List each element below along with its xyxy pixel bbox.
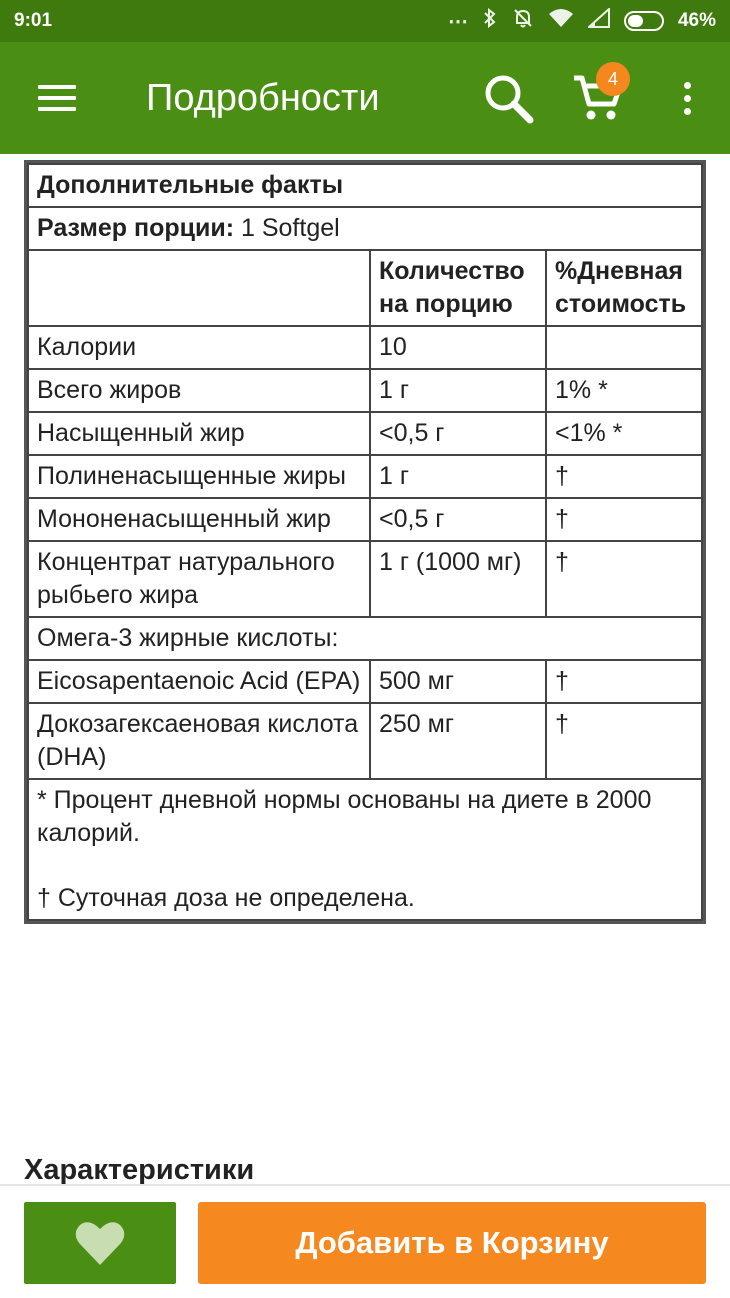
more-options-button[interactable] <box>644 42 730 154</box>
cart-button[interactable] <box>552 42 644 154</box>
cart-count-badge: 4 <box>596 62 630 96</box>
facts-header: Дополнительные факты <box>28 164 702 207</box>
bottom-action-bar <box>0 1184 730 1298</box>
facts-cell-amount: 250 мг <box>370 703 546 779</box>
serving-size-row <box>28 207 702 250</box>
facts-row <box>28 541 702 617</box>
battery-icon <box>624 11 664 31</box>
facts-cell-amount: 1 г <box>370 369 546 412</box>
facts-cell-name: Насыщенный жир <box>28 412 370 455</box>
menu-button[interactable] <box>0 42 114 154</box>
status-bar <box>0 0 730 42</box>
heart-icon <box>74 1219 126 1267</box>
facts-row <box>28 660 702 703</box>
facts-cell-amount: 1 г (1000 мг) <box>370 541 546 617</box>
facts-row <box>28 369 702 412</box>
search-icon <box>482 72 534 124</box>
facts-cell-daily: † <box>546 703 702 779</box>
facts-row <box>28 455 702 498</box>
facts-cell-amount: 1 г <box>370 455 546 498</box>
supplement-facts <box>24 160 706 924</box>
facts-cell-amount: <0,5 г <box>370 412 546 455</box>
details-content[interactable] <box>0 154 730 1184</box>
facts-cell-name: Всего жиров <box>28 369 370 412</box>
facts-cell-daily: † <box>546 498 702 541</box>
facts-cell-amount: 10 <box>370 326 546 369</box>
omega-label-row <box>28 617 702 660</box>
facts-table <box>27 163 703 921</box>
footnote-daily-value: * Процент дневной нормы основаны на диете в 2000 калорий. <box>37 786 652 847</box>
facts-cell-name: Полиненасыщенные жиры <box>28 455 370 498</box>
signal-icon <box>588 8 610 34</box>
menu-icon <box>38 85 76 111</box>
omega-label: Омега-3 жирные кислоты: <box>28 617 702 660</box>
more-notifications-icon: ⋯ <box>447 10 468 33</box>
add-to-cart-button[interactable]: Добавить в Корзину <box>198 1202 706 1284</box>
facts-cell-name: Докозагексаеновая кислота (DHA) <box>28 703 370 779</box>
serving-value: 1 Softgel <box>241 214 340 242</box>
page-title: Подробности <box>146 76 380 119</box>
facts-cell-daily: † <box>546 660 702 703</box>
serving-label: Размер порции: <box>37 214 235 242</box>
facts-row <box>28 703 702 779</box>
facts-header-row <box>28 164 702 207</box>
column-header-row <box>28 250 702 326</box>
facts-cell-daily <box>546 326 702 369</box>
facts-cell-daily: <1% * <box>546 412 702 455</box>
facts-cell-daily: 1% * <box>546 369 702 412</box>
facts-cell-amount: 500 мг <box>370 660 546 703</box>
wifi-icon <box>548 8 574 34</box>
facts-cell-amount: <0,5 г <box>370 498 546 541</box>
facts-cell-name: Мононенасыщенный жир <box>28 498 370 541</box>
facts-cell-name: Концентрат натурального рыбьего жира <box>28 541 370 617</box>
footnote-not-established: † Суточная доза не определена. <box>37 884 415 912</box>
app-bar <box>0 42 730 154</box>
facts-row <box>28 498 702 541</box>
facts-row <box>28 412 702 455</box>
facts-row <box>28 326 702 369</box>
facts-cell-name: Eicosapentaenoic Acid (EPA) <box>28 660 370 703</box>
facts-cell-name: Калории <box>28 326 370 369</box>
characteristics-heading: Характеристики <box>24 1154 255 1184</box>
facts-cell-daily: † <box>546 541 702 617</box>
col-amount-header: Количество на порцию <box>370 250 546 326</box>
footnote-row <box>28 779 702 920</box>
bluetooth-icon <box>482 7 498 35</box>
status-time: 9:01 <box>14 10 53 31</box>
facts-cell-daily: † <box>546 455 702 498</box>
more-vert-icon <box>684 82 691 89</box>
favorite-button[interactable] <box>24 1202 176 1284</box>
col-daily-header: %Дневная стоимость <box>546 250 702 326</box>
status-icons <box>448 7 716 35</box>
mute-bell-icon <box>512 7 534 35</box>
search-button[interactable] <box>464 42 552 154</box>
battery-percent: 46% <box>677 10 716 31</box>
